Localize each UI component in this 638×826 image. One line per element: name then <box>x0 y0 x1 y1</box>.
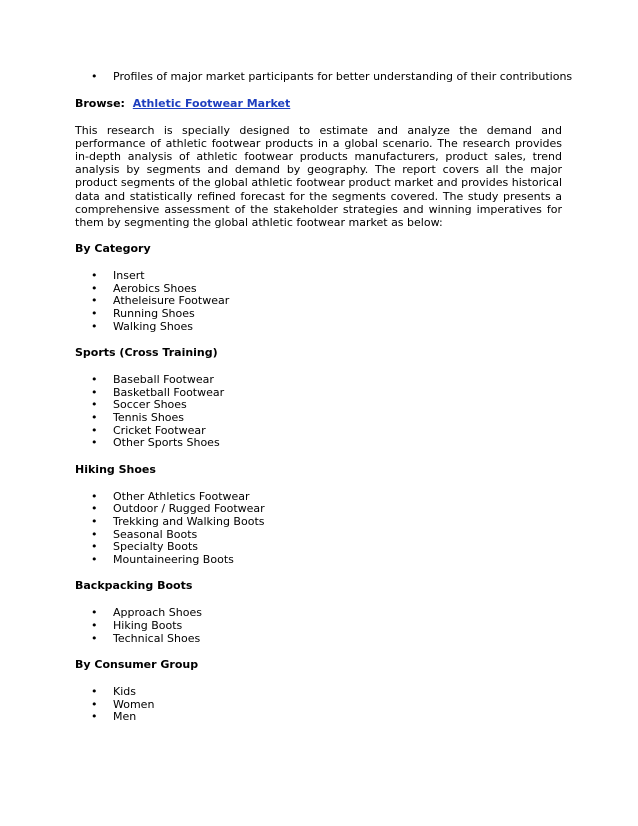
bullet-icon: • <box>91 70 98 83</box>
list-item-text: Running Shoes <box>113 307 195 320</box>
bullet-icon: • <box>91 685 98 699</box>
section-list <box>75 269 562 332</box>
list-item-text: Mountaineering Boots <box>113 552 234 566</box>
section-list <box>75 490 562 566</box>
list-item <box>75 282 562 295</box>
list-item-text: Atheleisure Footwear <box>113 294 230 308</box>
bullet-icon: • <box>91 697 98 711</box>
list-item-text: Kids <box>113 685 136 699</box>
bullet-icon: • <box>91 502 98 516</box>
list-item-text: Specialty Boots <box>113 540 199 554</box>
list-item <box>75 553 562 566</box>
bullet-icon: • <box>91 489 98 503</box>
section-title: Backpacking Boots <box>75 579 193 593</box>
bullet-icon: • <box>91 398 98 412</box>
intro-paragraph: This research is specially designed to estimate and analyze the demand and performance of athletic footwear products in a global scenario. The research provides in-depth analysis of athletic footwear products manufacturers, product sales, trend analysis by segments and demand by geography. The report covers all the major product segments of the global athletic footwear product market and provides historical data and statistically refined forecast for the segments covered. The study presents a comprehensive assessment of the stakeholder strategies and winning imperatives for them by segmenting the global athletic footwear market as below: <box>75 123 562 230</box>
list-item-text: Soccer Shoes <box>113 398 187 412</box>
list-item-text: Aerobics Shoes <box>113 281 197 295</box>
bullet-icon: • <box>91 710 98 724</box>
list-item <box>75 540 562 553</box>
document-page <box>75 70 573 737</box>
list-item-text: Other Sports Shoes <box>113 436 220 450</box>
list-item-text: Cricket Footwear <box>113 423 206 437</box>
list-item <box>75 619 562 632</box>
list-item-text: Approach Shoes <box>113 606 202 620</box>
list-item-text: Tennis Shoes <box>113 410 185 424</box>
bullet-icon: • <box>91 631 98 645</box>
list-item-text: Other Athletics Footwear <box>113 489 250 503</box>
list-item <box>75 398 562 411</box>
section-list <box>75 685 562 723</box>
list-item <box>75 373 562 386</box>
bullet-icon: • <box>91 281 98 295</box>
list-item <box>75 685 562 698</box>
bullet-icon: • <box>91 319 98 333</box>
list-item <box>75 411 562 424</box>
bullet-icon: • <box>91 552 98 566</box>
list-item <box>75 269 562 282</box>
bullet-icon: • <box>91 436 98 450</box>
browse-label: Browse: <box>75 96 125 110</box>
bullet-icon: • <box>91 423 98 437</box>
list-item-text: Men <box>113 710 137 724</box>
list-item-text: Technical Shoes <box>113 631 201 645</box>
list-item-text: Women <box>113 697 155 711</box>
browse-line <box>75 97 562 110</box>
section-list <box>75 373 562 449</box>
segment-sections <box>75 242 562 723</box>
list-item-text: Basketball Footwear <box>113 385 225 399</box>
bullet-icon: • <box>91 540 98 554</box>
bullet-icon: • <box>91 269 98 283</box>
list-item-text: Hiking Boots <box>113 618 183 632</box>
bullet-icon: • <box>91 514 98 528</box>
list-item-text: Walking Shoes <box>113 319 194 333</box>
bullet-icon: • <box>91 385 98 399</box>
list-item-text: Seasonal Boots <box>113 527 198 541</box>
list-item <box>75 320 562 333</box>
list-item <box>75 710 562 723</box>
list-item <box>75 606 562 619</box>
list-item <box>75 294 562 307</box>
bullet-icon: • <box>91 307 98 320</box>
bullet-icon: • <box>91 373 98 387</box>
section-title: By Consumer Group <box>75 658 199 672</box>
section-title: By Category <box>75 242 151 256</box>
bullet-icon: • <box>91 410 98 424</box>
list-item <box>75 490 562 503</box>
list-item <box>75 386 562 399</box>
list-item <box>75 502 562 515</box>
list-item <box>75 632 562 645</box>
bullet-icon: • <box>91 527 98 541</box>
section-title: Hiking Shoes <box>75 462 156 476</box>
athletic-footwear-market-link[interactable]: Athletic Footwear Market <box>132 96 291 110</box>
bullet-icon: • <box>91 606 98 620</box>
top-bullet-list <box>75 70 573 83</box>
section-list <box>75 606 562 644</box>
list-item <box>75 307 562 320</box>
list-item <box>75 515 562 528</box>
list-item <box>75 698 562 711</box>
list-item-text: Trekking and Walking Boots <box>113 514 265 528</box>
bullet-icon: • <box>91 618 98 632</box>
list-item <box>75 70 573 83</box>
list-item-text: Baseball Footwear <box>113 373 214 387</box>
list-item <box>75 424 562 437</box>
list-item <box>75 528 562 541</box>
list-item-text: Outdoor / Rugged Footwear <box>113 502 265 516</box>
section-title: Sports (Cross Training) <box>75 346 218 360</box>
bullet-icon: • <box>91 294 98 308</box>
list-item <box>75 436 562 449</box>
list-item-text: Profiles of major market participants for better understanding of their contributions <box>113 70 573 83</box>
list-item-text: Insert <box>113 269 145 283</box>
